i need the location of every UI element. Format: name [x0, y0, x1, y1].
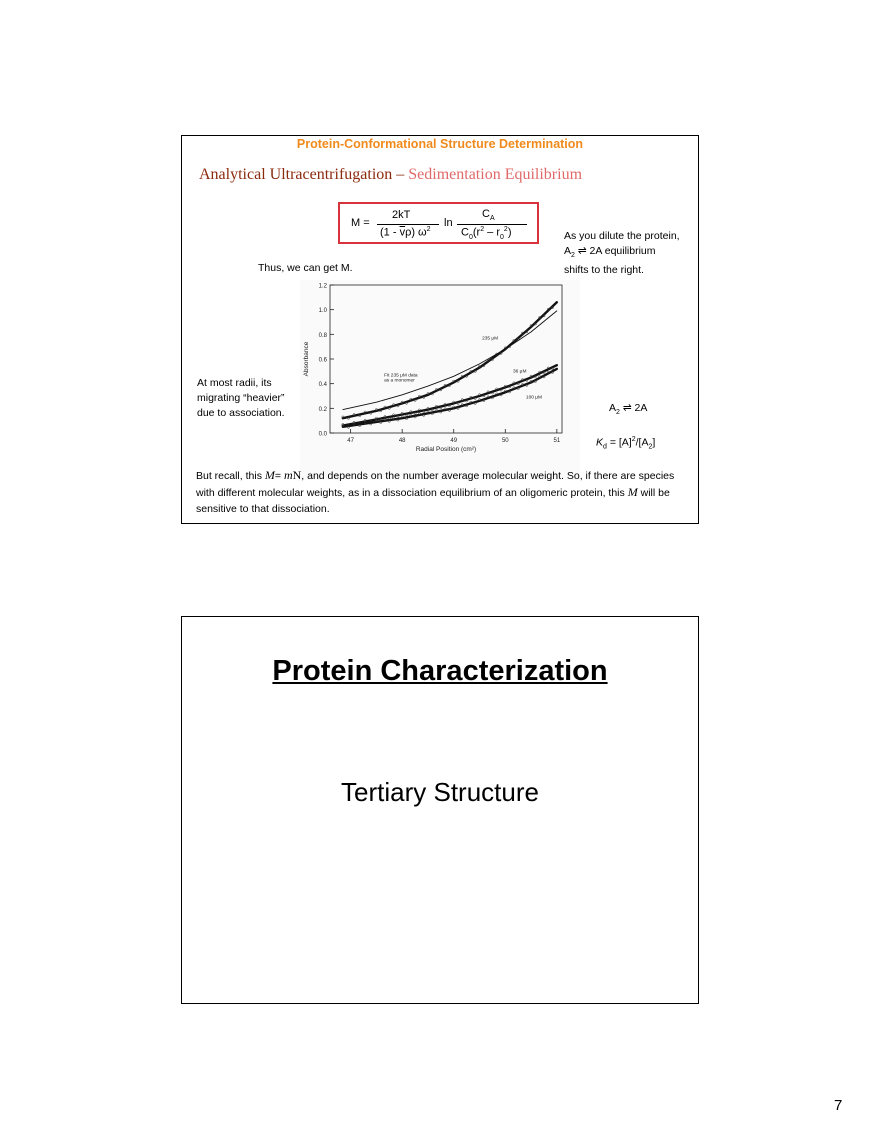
x-axis-label: Radial Position (cm²) — [415, 446, 477, 453]
title-main: Analytical Ultracentrifugation — [199, 166, 393, 183]
dilute-note: As you dilute the protein, $A_2$ ⇌ 2A equilibrium shifts to the right. — [564, 230, 680, 277]
eq-den1: $(1 - \overline{v}\rho)$ $\omega^2$ — [380, 226, 431, 239]
slide-header: Protein-Conformational Structure Determination — [296, 137, 584, 151]
fit-annotation — [384, 372, 418, 383]
fit-annotation-line: Fit 235 μM data — [384, 373, 418, 379]
eq-lhs: M = — [351, 217, 370, 229]
eq-num1: 2kT — [392, 209, 411, 221]
series-annotation: 36 μM — [513, 369, 527, 375]
y-tick-label: 0.2 — [318, 406, 327, 413]
bottom-paragraph: But recall, this M= mN, and depends on the number average molecular weight. So, if there are species with different molecular weights, as in a dissociation equilibrium of an oligomeric protein, this M will be sensitive to that dissociation. — [196, 468, 675, 515]
eq-num2: $C_A$ — [482, 208, 495, 223]
eq-fraction-bar-1 — [377, 224, 439, 225]
eq-den2: $C_0(r^2 - r_0^2)$ — [461, 226, 512, 241]
y-tick-label: 0.4 — [318, 382, 327, 389]
x-tick-label: 49 — [450, 438, 458, 444]
radii-note: At most radii, its migrating “heavier” due to association. — [197, 377, 285, 419]
title-dash: – — [392, 166, 409, 183]
series-annotation: 100 μM — [525, 395, 543, 401]
x-tick-label: 50 — [501, 438, 509, 444]
eq-fraction-bar-2 — [457, 224, 527, 225]
kd-note: $K_d = [A]^2/[A_2]$ — [596, 436, 656, 451]
reaction-note: $A_2$ ⇌ 2A — [609, 402, 648, 417]
slide2-title: Protein Characterization — [272, 655, 608, 687]
slide-title — [199, 166, 582, 184]
slide2-subtitle: Tertiary Structure — [341, 777, 539, 807]
fit-annotation-line: as a monomer — [384, 378, 415, 384]
x-tick-label: 51 — [553, 438, 561, 444]
equation-box — [338, 202, 539, 244]
y-tick-label: 1.2 — [318, 283, 327, 290]
page-number: 7 — [834, 1097, 843, 1114]
y-tick-label: 0.8 — [318, 332, 327, 339]
title-sub: Sedimentation Equilibrium — [408, 166, 583, 183]
x-tick-label: 47 — [347, 438, 354, 444]
series-annotation: 235 μM — [482, 336, 499, 342]
eq-ln: ln — [444, 217, 453, 229]
absorbance-chart — [300, 280, 580, 480]
x-tick-label: 48 — [398, 438, 406, 444]
slide-sedimentation — [181, 135, 699, 524]
y-tick-label: 1.0 — [318, 308, 327, 315]
y-tick-label: 0.6 — [318, 357, 327, 364]
thus-note: Thus, we can get M. — [258, 262, 353, 274]
y-tick-label: 0.0 — [318, 431, 327, 438]
slide-protein-characterization — [181, 616, 699, 1004]
y-axis-label: Absorbance — [303, 341, 310, 377]
